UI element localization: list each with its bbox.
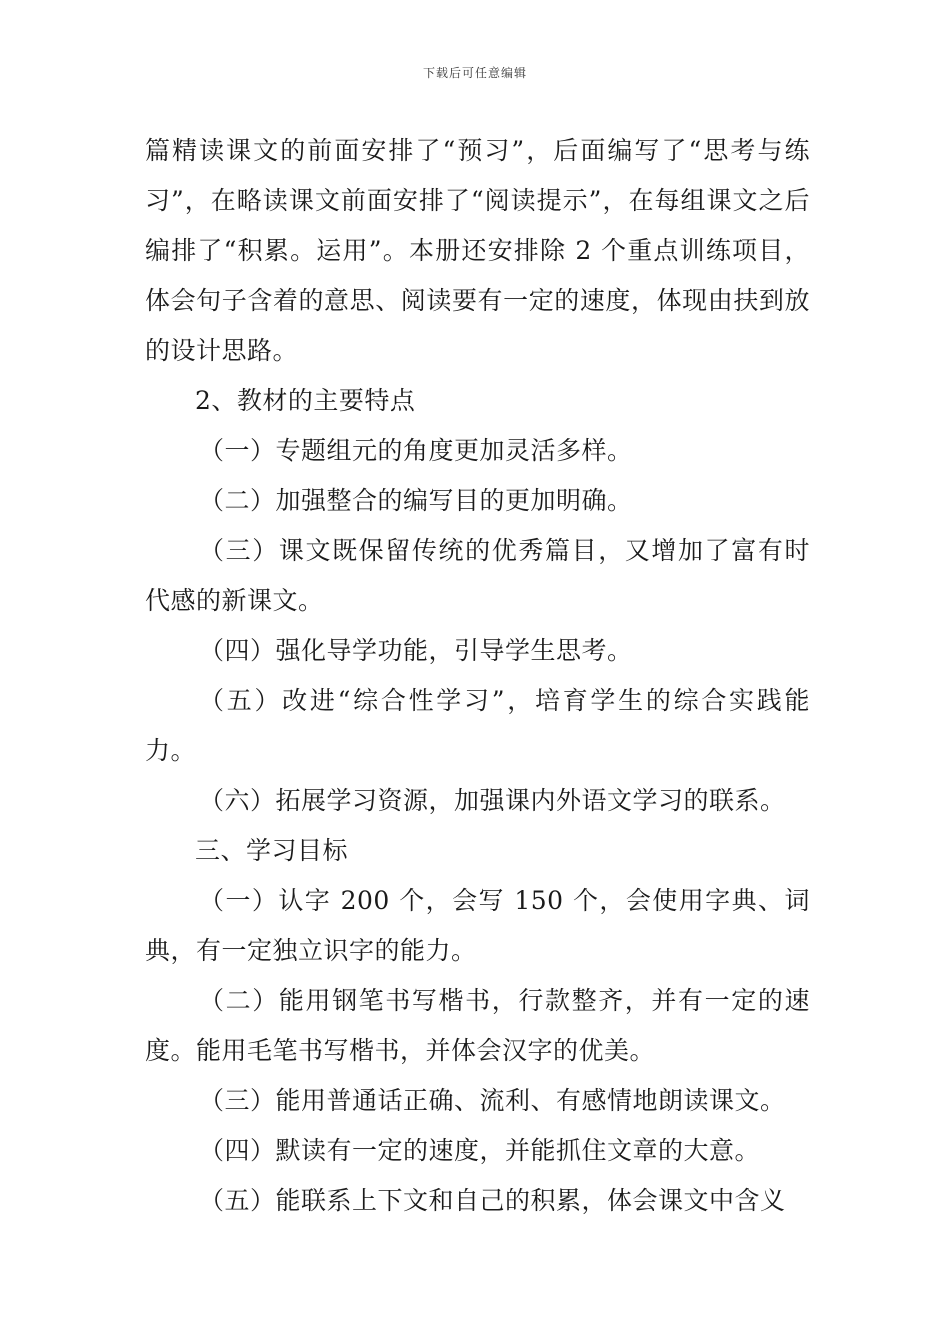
feature-item-4: （四）强化导学功能，引导学生思考。	[199, 636, 633, 665]
page-header: 下载后可任意编辑	[422, 66, 527, 80]
goal-item-3: （三）能用普通话正确、流利、有感情地朗读课文。	[199, 1086, 786, 1115]
goal-item-2: （二）能用钢笔书写楷书，行款整齐，并有一定的速度。能用毛笔书写楷书，并体会汉字的优美。	[145, 986, 810, 1065]
feature-item-2: （二）加强整合的编写目的更加明确。	[199, 486, 633, 515]
goal-item-5: （五）能联系上下文和自己的积累，体会课文中含义	[199, 1186, 786, 1215]
section-heading-features: 2、教材的主要特点	[195, 386, 416, 415]
goal-item-4: （四）默读有一定的速度，并能抓住文章的大意。	[199, 1136, 761, 1165]
document-body	[145, 126, 810, 1226]
feature-item-6: （六）拓展学习资源，加强课内外语文学习的联系。	[199, 786, 786, 815]
feature-item-3: （三）课文既保留传统的优秀篇目，又增加了富有时代感的新课文。	[145, 536, 810, 615]
feature-item-5: （五）改进“综合性学习”，培育学生的综合实践能力。	[145, 686, 810, 765]
goal-item-1: （一）认字 200 个，会写 150 个，会使用字典、词典，有一定独立识字的能力。	[145, 886, 810, 965]
feature-item-1: （一）专题组元的角度更加灵活多样。	[199, 436, 633, 465]
section-heading-goals: 三、学习目标	[195, 836, 349, 865]
paragraph-intro-continuation: 篇精读课文的前面安排了“预习”，后面编写了“思考与练习”，在略读课文前面安排了“阅读提示”，在每组课文之后编排了“积累。运用”。本册还安排除 2 个重点训练项目，体会句子含着的意思、阅读要有一定的速度，体现由扶到放的设计思路。	[145, 136, 810, 365]
